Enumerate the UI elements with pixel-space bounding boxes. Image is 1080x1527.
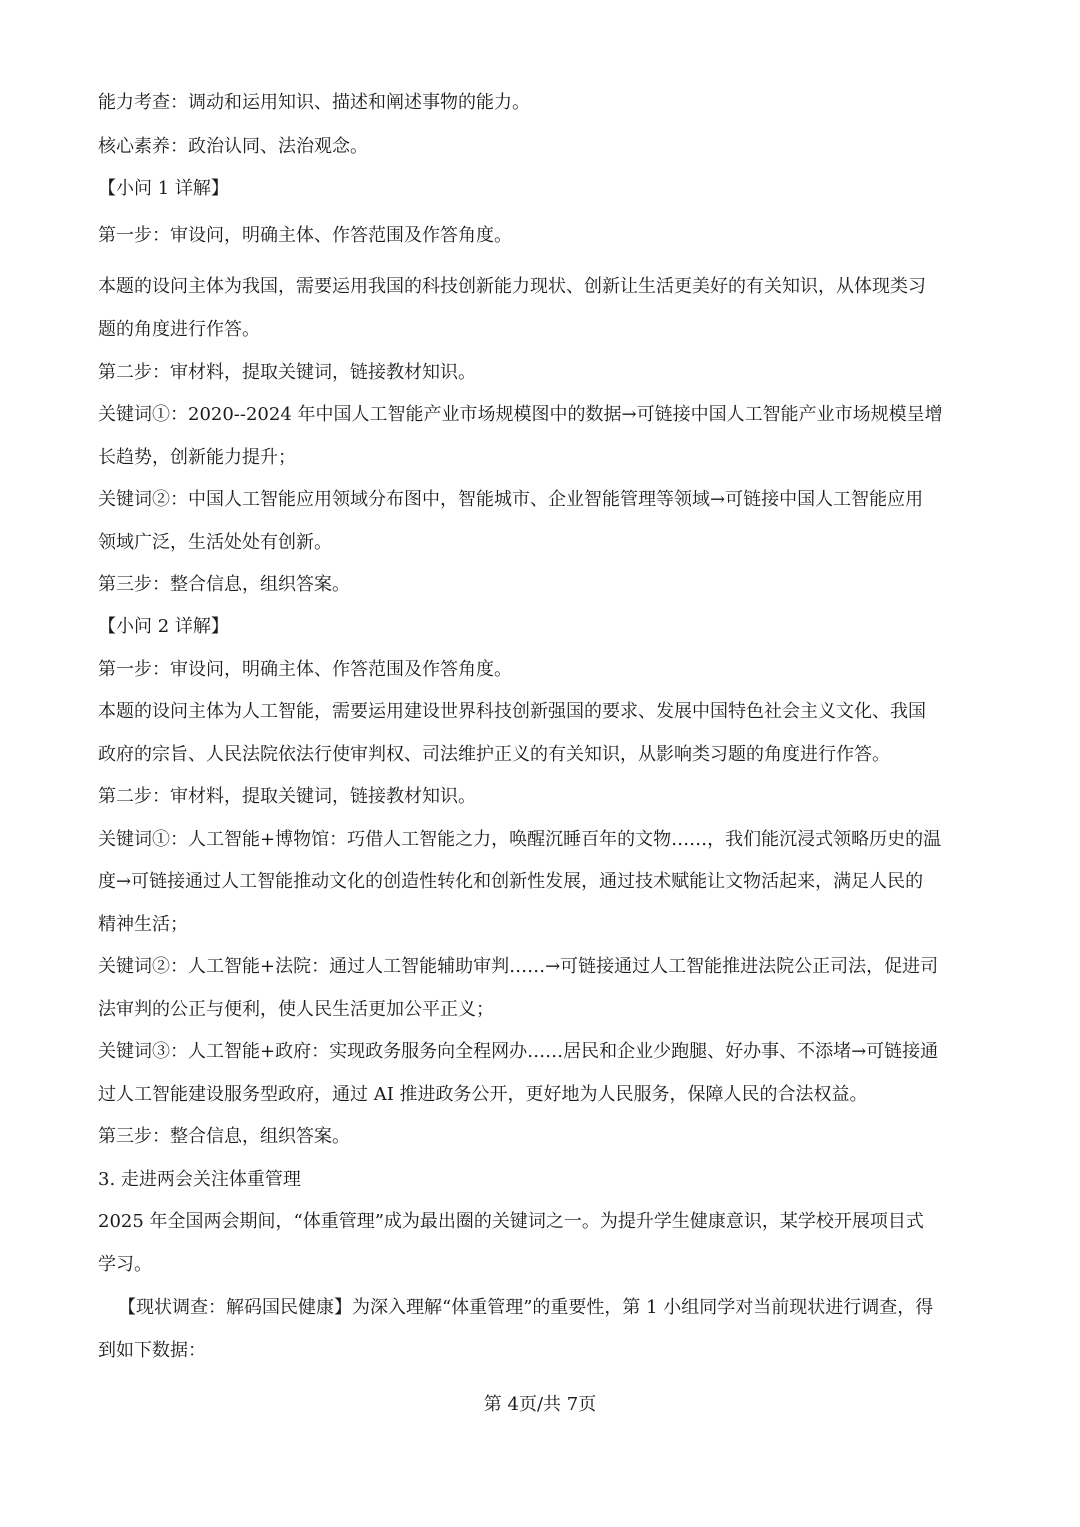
text-line: 本题的设问主体为人工智能，需要运用建设世界科技创新强国的要求、发展中国特色社会主义文化、我国 xyxy=(98,701,926,722)
section-heading: 【小问 1 详解】 xyxy=(98,178,229,199)
question-heading: 3. 走进两会关注体重管理 xyxy=(98,1169,301,1190)
text-line: 【现状调查：解码国民健康】为深入理解“体重管理”的重要性，第 1 小组同学对当前现状进行调查，得 xyxy=(118,1297,934,1318)
text-line: 能力考查：调动和运用知识、描述和阐述事物的能力。 xyxy=(98,92,530,113)
text-line: 长趋势，创新能力提升； xyxy=(98,447,296,468)
text-line: 到如下数据： xyxy=(98,1340,206,1361)
text-line: 第一步：审设问，明确主体、作答范围及作答角度。 xyxy=(98,659,512,680)
text-line: 法审判的公正与便利，使人民生活更加公平正义； xyxy=(98,999,494,1020)
text-line: 关键词③：人工智能+政府：实现政务服务向全程网办……居民和企业少跑腿、好办事、不添堵→可链接通 xyxy=(98,1041,939,1062)
text-line: 第二步：审材料，提取关键词，链接教材知识。 xyxy=(98,786,476,807)
text-line: 精神生活； xyxy=(98,914,188,935)
text-line: 关键词①：2020--2024 年中国人工智能产业市场规模图中的数据→可链接中国人工智能产业市场规模呈增 xyxy=(98,404,943,425)
text-line: 领域广泛，生活处处有创新。 xyxy=(98,532,332,553)
text-line: 本题的设问主体为我国，需要运用我国的科技创新能力现状、创新让生活更美好的有关知识，从体现类习 xyxy=(98,276,926,297)
text-line: 第一步：审设问，明确主体、作答范围及作答角度。 xyxy=(98,225,512,246)
text-line: 2025 年全国两会期间，“体重管理”成为最出圈的关键词之一。为提升学生健康意识，某学校开展项目式 xyxy=(98,1211,924,1232)
text-line: 关键词②：人工智能+法院：通过人工智能辅助审判……→可链接通过人工智能推进法院公正司法，促进司 xyxy=(98,956,939,977)
text-line: 学习。 xyxy=(98,1254,152,1275)
text-line: 第二步：审材料，提取关键词，链接教材知识。 xyxy=(98,362,476,383)
text-line: 题的角度进行作答。 xyxy=(98,319,260,340)
text-line: 核心素养：政治认同、法治观念。 xyxy=(98,136,368,157)
text-line: 第三步：整合信息，组织答案。 xyxy=(98,1126,350,1147)
page-footer: 第 4页/共 7页 xyxy=(483,1394,597,1415)
text-line: 过人工智能建设服务型政府，通过 AI 推进政务公开，更好地为人民服务，保障人民的合法权益。 xyxy=(98,1084,868,1105)
text-line: 关键词②：中国人工智能应用领域分布图中，智能城市、企业智能管理等领域→可链接中国人工智能应用 xyxy=(98,489,924,510)
section-heading: 【小问 2 详解】 xyxy=(98,616,229,637)
text-line: 度→可链接通过人工智能推动文化的创造性转化和创新性发展，通过技术赋能让文物活起来，满足人民的 xyxy=(98,871,924,892)
text-line: 第三步：整合信息，组织答案。 xyxy=(98,574,350,595)
text-line: 关键词①：人工智能+博物馆：巧借人工智能之力，唤醒沉睡百年的文物……，我们能沉浸式领略历史的温 xyxy=(98,829,942,850)
text-line: 政府的宗旨、人民法院依法行使审判权、司法维护正义的有关知识，从影响类习题的角度进行作答。 xyxy=(98,744,890,765)
